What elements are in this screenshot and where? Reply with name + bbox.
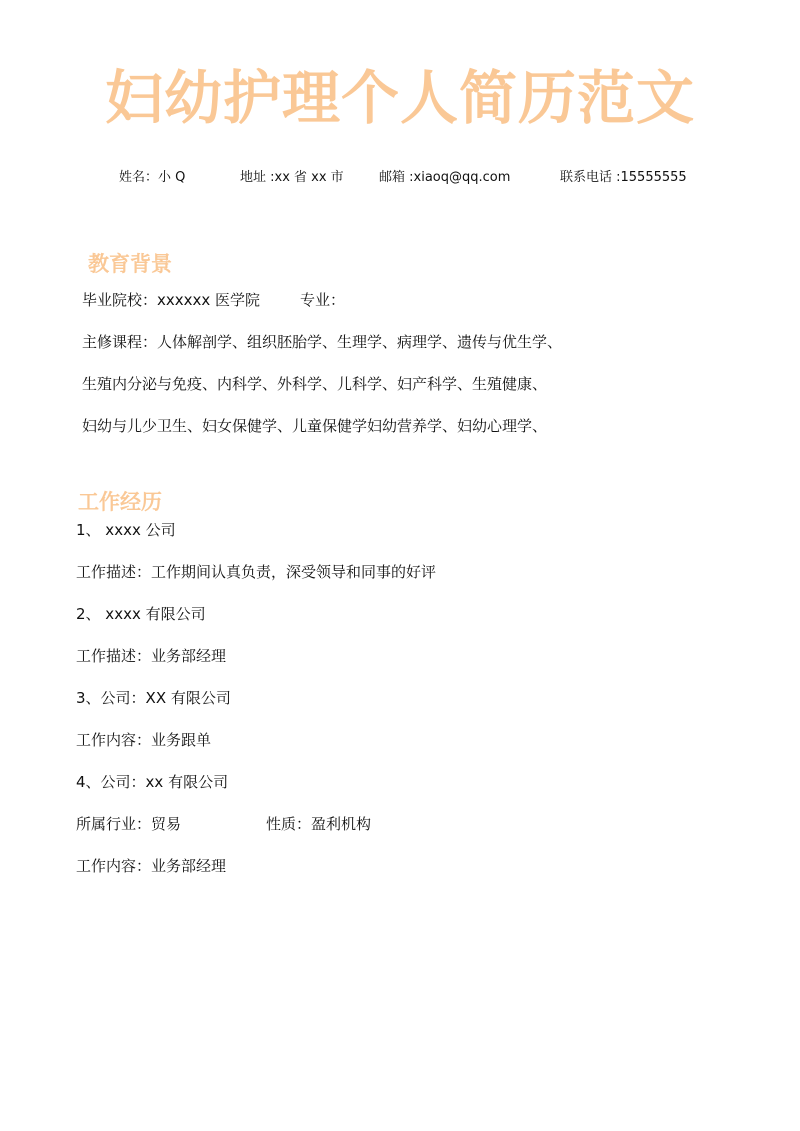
work-item-3: 3、公司：XX 有限公司 bbox=[76, 689, 231, 707]
contact-address: 地址 :xx 省 xx 市 bbox=[240, 170, 344, 185]
work-desc-2: 工作描述：业务部经理 bbox=[76, 647, 227, 665]
education-courses-line-3: 妇幼与儿少卫生、妇女保健学、儿童保健学妇幼营养学、妇幼心理学、 bbox=[82, 417, 548, 435]
work-item-1: 1、 xxxx 公司 bbox=[76, 521, 176, 539]
resume-title: 妇幼护理个人简历范文 bbox=[104, 64, 695, 132]
education-school: 毕业院校：xxxxxx 医学院 bbox=[82, 291, 261, 309]
contact-name: 姓名：小 Q bbox=[119, 170, 186, 185]
contact-phone: 联系电话 :15555555 bbox=[560, 170, 687, 185]
education-courses-line-2: 生殖内分泌与免疫、内科学、外科学、儿科学、妇产科学、生殖健康、 bbox=[82, 375, 548, 393]
contact-email: 邮箱 :xiaoq@qq.com bbox=[379, 170, 511, 185]
education-courses-line-1: 主修课程：人体解剖学、组织胚胎学、生理学、病理学、遗传与优生学、 bbox=[82, 333, 563, 351]
work-desc-1: 工作描述：工作期间认真负责，深受领导和同事的好评 bbox=[76, 563, 437, 581]
work-industry: 所属行业：贸易 bbox=[76, 815, 182, 833]
work-item-4: 4、公司：xx 有限公司 bbox=[76, 773, 229, 791]
work-nature: 性质：盈利机构 bbox=[266, 815, 372, 833]
work-desc-4: 工作内容：业务部经理 bbox=[76, 857, 227, 875]
work-desc-3: 工作内容：业务跟单 bbox=[76, 731, 212, 749]
work-item-2: 2、 xxxx 有限公司 bbox=[76, 605, 206, 623]
education-heading: 教育背景 bbox=[88, 252, 172, 276]
education-major: 专业： bbox=[300, 291, 346, 309]
work-heading: 工作经历 bbox=[78, 490, 162, 514]
